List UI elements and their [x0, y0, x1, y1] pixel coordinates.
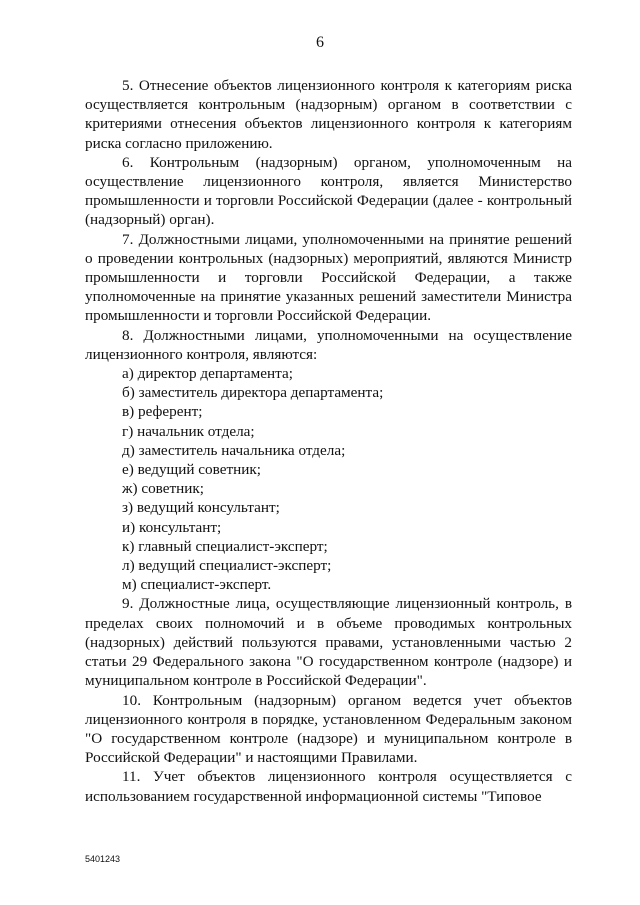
paragraph-6: 6. Контрольным (надзорным) органом, уполномоченным на осуществление лицензионного контроля, является Министерство промышленности и торговли Российской Федерации (далее - контрольный (надзорный) орган). [85, 153, 572, 229]
paragraph-11: 11. Учет объектов лицензионного контроля осуществляется с использованием государственной информационной системы "Типовое [85, 768, 572, 805]
list-item: е) ведущий советник; [122, 461, 261, 479]
list-item: а) директор департамента; [122, 365, 293, 383]
page-number: 6 [316, 34, 324, 51]
document-code: 5401243 [85, 854, 121, 864]
list-item: в) референт; [122, 403, 203, 421]
list-item: д) заместитель начальника отдела; [122, 441, 346, 459]
list-item: л) ведущий специалист-эксперт; [122, 557, 332, 575]
paragraph-5: 5. Отнесение объектов лицензионного контроля к категориям риска осуществляется контрольным (надзорным) органом в соответствии с критериями отнесения объектов лицензионного контроля к категориям риска согласно приложению. [85, 77, 572, 152]
list-item: м) специалист-эксперт. [122, 576, 272, 594]
list-item: б) заместитель директора департамента; [122, 384, 384, 402]
list-item: ж) советник; [122, 480, 204, 498]
paragraph-10: 10. Контрольным (надзорным) органом ведется учет объектов лицензионного контроля в порядке, установленном Федеральным законом "О государственном контроле (надзоре) и муниципальном контроле в Российской Федерации" и настоящими Правилами. [85, 691, 572, 767]
list-item: и) консультант; [122, 518, 222, 536]
list-item: г) начальник отдела; [122, 422, 255, 440]
officials-list [85, 364, 572, 594]
paragraph-8: 8. Должностными лицами, уполномоченными на осуществление лицензионного контроля, являются: [85, 326, 572, 363]
document-body [85, 76, 572, 806]
paragraph-7: 7. Должностными лицами, уполномоченными на принятие решений о проведении контрольных (надзорных) мероприятий, являются Министр промышленности и торговли Российской Федерации, а также уполномоченные на принятие указанных решений заместители Министра промышленности и торговли Российской Федерации. [85, 230, 572, 325]
list-item: к) главный специалист-эксперт; [122, 537, 328, 555]
list-item: з) ведущий консультант; [122, 499, 280, 517]
paragraph-9: 9. Должностные лица, осуществляющие лицензионный контроль, в пределах своих полномочий и в объеме проводимых контрольных (надзорных) действий пользуются правами, установленными частью 2 статьи 29 Федерального закона "О государственном контроле (надзоре) и муниципальном контроле в Российской Федерации". [85, 595, 572, 690]
